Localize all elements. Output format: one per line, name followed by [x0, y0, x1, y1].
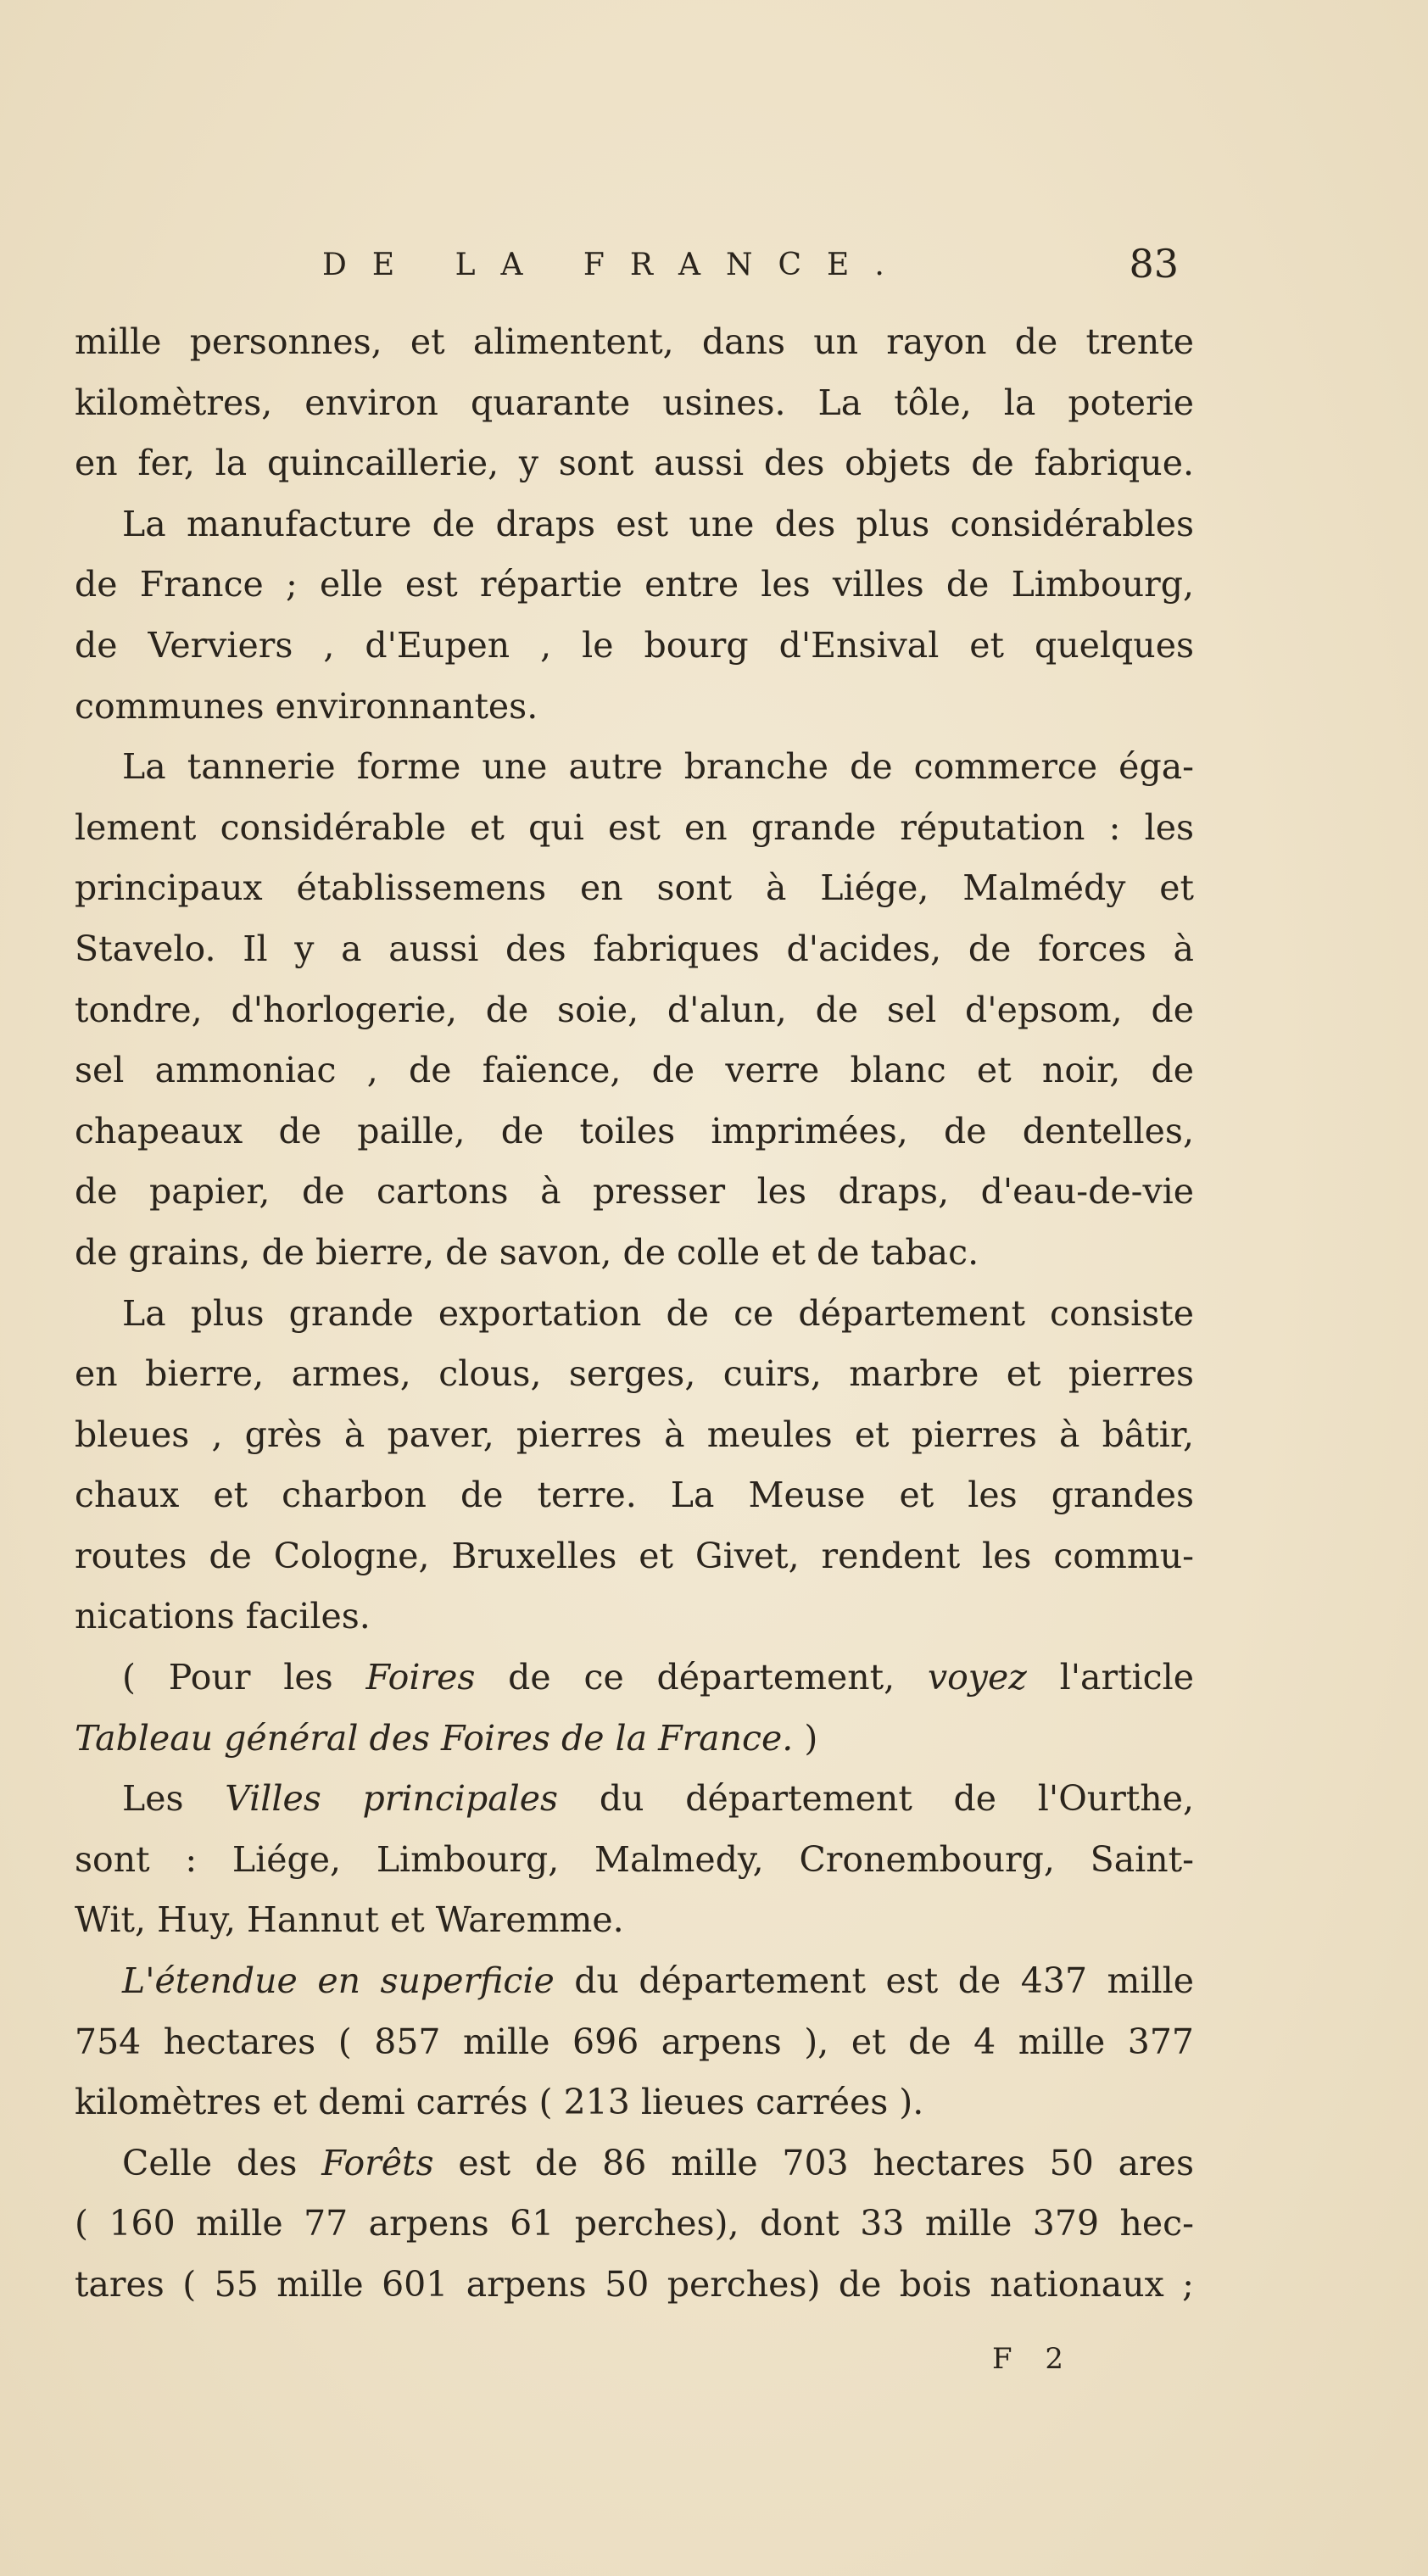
italic-term: Foires: [365, 1657, 476, 1698]
text-line: kilomètres et demi carrés ( 213 lieues carrées ).: [75, 2082, 924, 2123]
text-line: Wit, Huy, Hannut et Waremme.: [75, 1899, 624, 1941]
italic-term: Forêts: [321, 2142, 434, 2183]
text-line: [75, 1951, 1194, 2012]
text-line: nications faciles.: [75, 1596, 371, 1637]
text-line: [75, 2133, 1194, 2194]
text-line: La plus grande exportation de ce département consiste: [122, 1292, 1194, 1334]
text-line: de Verviers , d'Eupen , le bourg d'Ensival et quelques: [75, 624, 1194, 666]
text-line: La tannerie forme une autre branche de commerce éga-: [122, 746, 1194, 788]
text-line: en fer, la quincaillerie, y sont aussi des objets de fabrique.: [75, 443, 1194, 484]
text-run: l'article: [1026, 1657, 1194, 1698]
text-line: de grains, de bierre, de savon, de colle et de tabac.: [75, 1231, 979, 1273]
text-line: de papier, de cartons à presser les draps, d'eau-de-vie: [75, 1171, 1194, 1213]
page-number: 83: [1129, 241, 1179, 287]
text-line: tares ( 55 mille 601 arpens 50 perches) de bois nationaux ;: [75, 2264, 1194, 2305]
body-text: [75, 312, 1194, 2316]
signature-mark: F 2: [992, 2342, 1076, 2376]
text-line: kilomètres, environ quarante usines. La tôle, la poterie: [75, 382, 1194, 423]
text-line: chapeaux de paille, de toiles imprimées, de dentelles,: [75, 1110, 1194, 1151]
text-line: chaux et charbon de terre. La Meuse et les grandes: [75, 1475, 1194, 1516]
text-line: mille personnes, et alimentent, dans un rayon de trente: [75, 321, 1194, 362]
text-line: sel ammoniac , de faïence, de verre blanc et noir, de: [75, 1050, 1194, 1091]
italic-term: voyez: [927, 1657, 1027, 1698]
text-line: lement considérable et qui est en grande réputation : les: [75, 806, 1194, 848]
text-line: en bierre, armes, clous, serges, cuirs, marbre et pierres: [75, 1353, 1194, 1395]
italic-term: Villes principales: [225, 1778, 559, 1820]
text-line: 754 hectares ( 857 mille 696 arpens ), et de 4 mille 377: [75, 2021, 1194, 2062]
italic-term: L'étendue en superficie: [122, 1960, 555, 2002]
text-line: routes de Cologne, Bruxelles et Givet, rendent les commu-: [75, 1535, 1194, 1576]
text-run: de ce département,: [475, 1657, 928, 1698]
text-line: de France ; elle est répartie entre les villes de Limbourg,: [75, 564, 1194, 605]
text-line: [75, 1648, 1194, 1709]
text-line: [75, 1769, 1194, 1830]
text-run: Les: [122, 1778, 226, 1820]
text-run: Celle des: [122, 2142, 322, 2183]
running-title: DE LA FRANCE.: [322, 248, 910, 282]
text-line: communes environnantes.: [75, 685, 538, 727]
page-header: [322, 241, 1204, 298]
text-run: ( Pour les: [122, 1657, 366, 1698]
text-line: bleues , grès à paver, pierres à meules et pierres à bâtir,: [75, 1413, 1194, 1455]
text-line: principaux établissemens en sont à Liége, Malmédy et: [75, 867, 1194, 909]
text-run: ): [793, 1717, 818, 1759]
text-line: sont : Liége, Limbourg, Malmedy, Cronembourg, Saint-: [75, 1838, 1194, 1880]
text-line: tondre, d'horlogerie, de soie, d'alun, de sel d'epsom, de: [75, 989, 1194, 1030]
italic-term: Tableau général des Foires de la France.: [75, 1717, 794, 1759]
text-run: est de 86 mille 703 hectares 50 ares: [433, 2142, 1194, 2183]
text-line: [75, 1709, 1194, 1770]
text-run: du département est de 437 mille: [554, 1960, 1194, 2002]
text-line: ( 160 mille 77 arpens 61 perches), dont 33 mille 379 hec-: [75, 2203, 1194, 2244]
text-line: La manufacture de draps est une des plus considérables: [122, 503, 1194, 544]
text-line: Stavelo. Il y a aussi des fabriques d'acides, de forces à: [75, 928, 1194, 969]
text-run: du département de l'Ourthe,: [558, 1778, 1194, 1820]
